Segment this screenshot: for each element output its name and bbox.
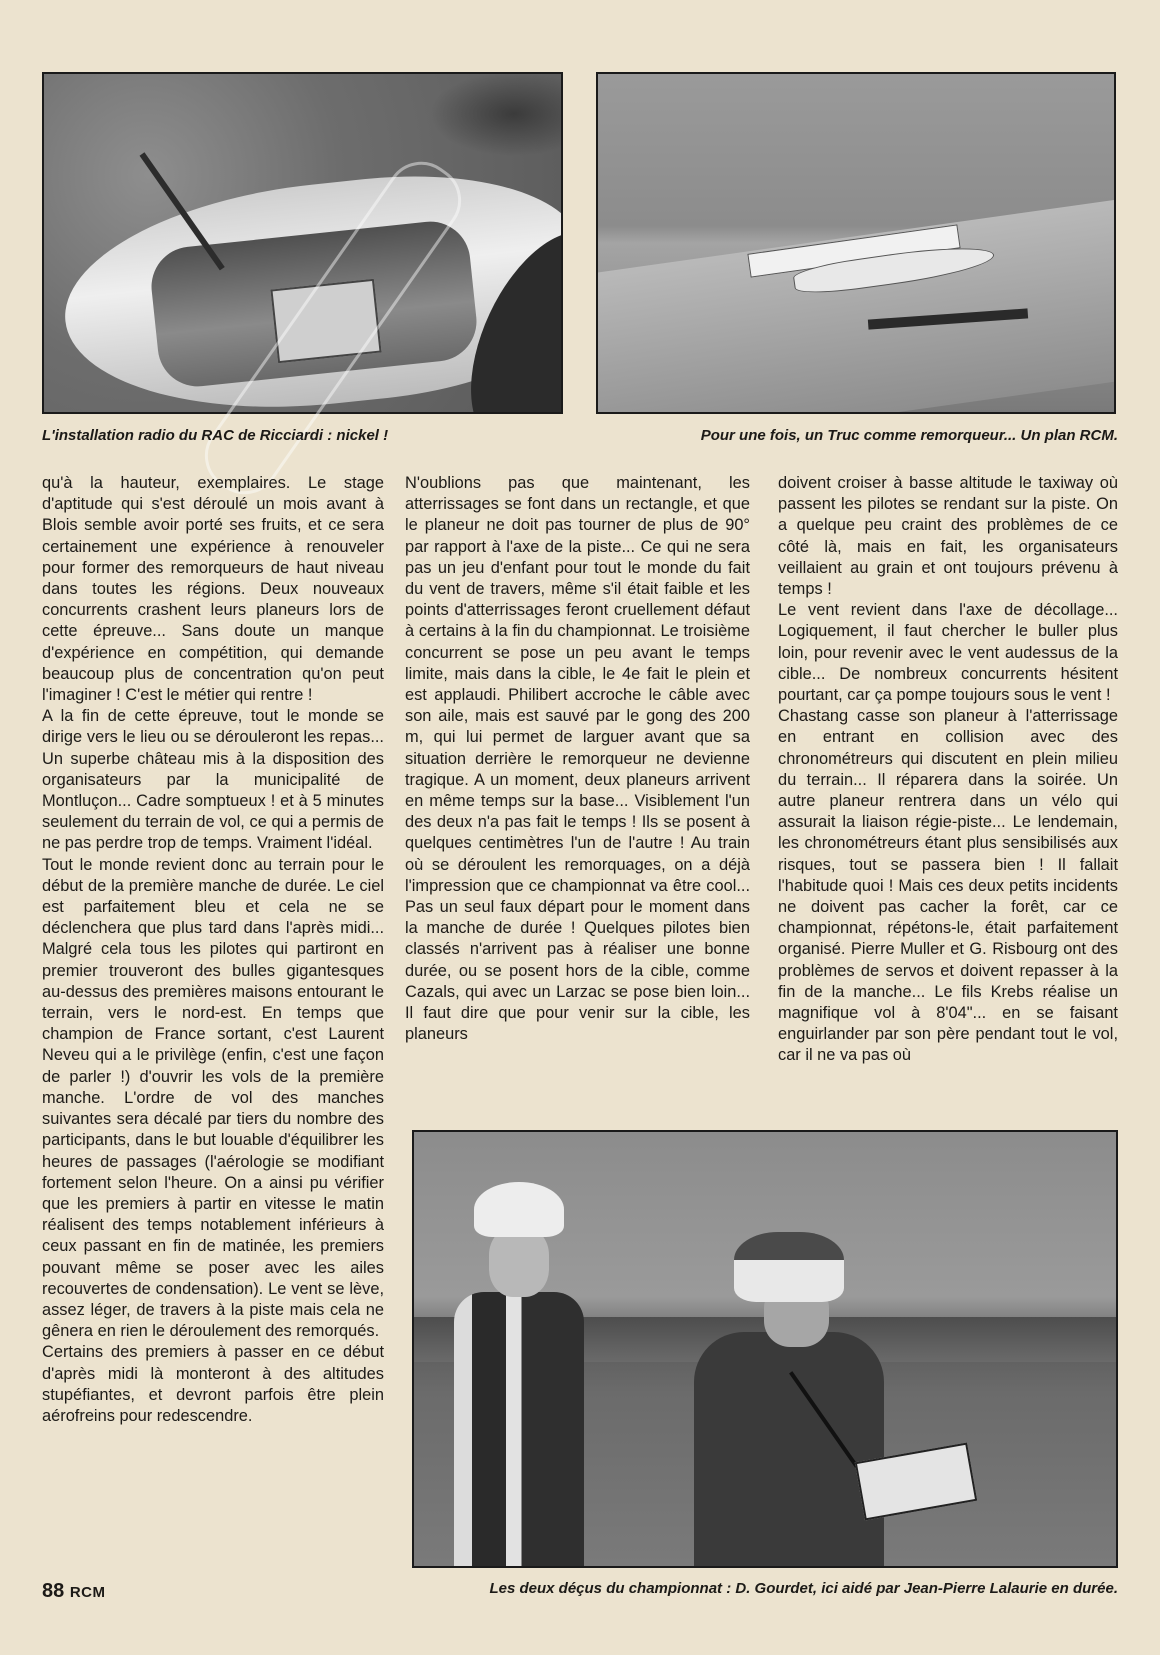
- runway: [596, 190, 1116, 414]
- paragraph: A la fin de cette épreuve, tout le monde se dirige vers le lieu ou se dérouleront les repas... Un superbe château mis à la disposition des organisateurs par la municipalité de Montluçon... Cadre somptueux ! et à 5 minutes seulement du terrain de vol, ce qui a permis de ne pas perdre trop de temps. Vraiment l'idéal.: [42, 707, 384, 853]
- paragraph: Tout le monde revient donc au terrain pour le début de la première manche de durée. Le ciel est parfaitement bleu et cela ne se déclenchera que plus tard dans l'après midi... Malgré cela tous les pilotes qui partiront en premier trouveront des bulles gigantesques au-dessus des premières maisons entourant le terrain, vers le nord-est. En temps que champion de France sortant, c'est Laurent Neveu qui a le privilège (enfin, c'est une façon de parler !) d'ouvrir les vols de la première manche. L'ordre de vol des manches suivantes sera décalé par tiers du nombre des participants, dans le but louable d'équilibrer les heures de passages (l'aérologie se modifiant fortement selon l'heure. On a ainsi pu vérifier que les premiers à partir en vitesse le matin réalisent des temps notablement inférieurs à ceux passant en fin de matinée, les premiers pouvant même se poser avec les ailes recouvertes de condensation). Le vent se lève, assez léger, de travers à la piste mais cela ne gênera en rien le déroulement des remorqués.: [42, 855, 384, 1341]
- magazine-name: RCM: [69, 1584, 106, 1601]
- page-number: 88: [42, 1580, 65, 1602]
- text-column-3: [778, 473, 1118, 1067]
- paragraph: N'oublions pas que maintenant, les atterrissages se font dans un rectangle, et que le planeur ne doit pas tourner de plus de 90° par rapport à l'axe de la piste... Ce qui ne sera pas un jeu d'enfant pour tout le monde du fait du vent de travers, même s'il était faible et les points d'atterrissages feront cruellement défaut à certains à la fin du championnat. Le troisième concurrent se pose un peu avant le temps limite, mais dans la cible, le 4e fait le plein et est applaudi. Philibert accroche le câble avec son aile, mais est sauvé par le gong des 200 m, qui lui permet de larguer avant que sa situation derrière le remorqueur ne devienne tragique. A un moment, deux planeurs arrivent en même temps sur la base... Visiblement l'un des deux n'a pas fait le temps ! Ils se posent à quelques centimètres l'un de l'autre ! Au train où se déroulent les remorquages, on a déjà l'impression que ce championnat va être cool... Pas un seul faux départ pour le moment dans la manche de durée ! Quelques pilotes bien classés n'arrivent pas à réaliser une bonne durée, ou se posent hors de la cible, comme Cazals, qui avec un Larzac se pose bien loin... Il faut dire que pour venir sur la cible, les planeurs: [405, 474, 750, 1044]
- pilot-left-hat: [474, 1182, 564, 1237]
- paragraph: doivent croiser à basse altitude le taxiway où passent les pilotes se rendant sur la piste. On a quelque peu craint des problèmes de ce côté là, mais en fait, les organisateurs veillaient au grain et ont toujours prévenu à temps !: [778, 474, 1118, 599]
- pilot-left-face: [489, 1227, 549, 1297]
- photo-radio-installation: [42, 72, 563, 414]
- text-column-1: [42, 473, 384, 1427]
- pilot-right-hat: [734, 1232, 844, 1302]
- receiver: [270, 279, 381, 363]
- pilot-left-body: [454, 1292, 584, 1568]
- photo-pilots: [412, 1130, 1118, 1568]
- paragraph: Chastang casse son planeur à l'atterrissage en entrant en collision avec des chronométreurs qui discutent en plein milieu du terrain... Il réparera dans la soirée. Un autre planeur rentrera dans un vélo qui assurait la liaison régie-piste... Le lendemain, les chronométreurs étant plus sensibilisés aux risques, tout se passera bien ! Il fallait l'habitude quoi ! Mais ces deux petits incidents ne doivent pas cacher la forêt, car ce championnat, répétons-le, était parfaitement organisé. Pierre Muller et G. Risbourg ont des problèmes de servos et doivent repasser à la fin de la manche... Le fils Krebs réalise un magnifique vol à 8'04"... en se faisant enguirlander par son père pendant tout le vol, car il ne va pas où: [778, 707, 1118, 1065]
- paragraph: qu'à la hauteur, exemplaires. Le stage d'aptitude qui s'est déroulé un mois avant à Blois semble avoir porté ses fruits, et ce sera certainement une expérience à renouveler pour former des remorqueurs de haut niveau dans toutes les régions. Deux nouveaux concurrents crashent leurs planeurs lors de cette épreuve... Sans doute un manque d'expérience en compétition, qui demande beaucoup plus de concentration qu'on peut l'imaginer ! C'est le métier qui rentre !: [42, 474, 384, 705]
- pilot-right-body: [694, 1332, 884, 1568]
- pilot-left: [444, 1172, 584, 1568]
- photo-tow-plane: [596, 72, 1116, 414]
- caption-tow-plane: Pour une fois, un Truc comme remorqueur... Un plan RCM.: [700, 427, 1118, 444]
- page-folio: [42, 1580, 105, 1603]
- text-column-2: [405, 473, 750, 1045]
- paragraph: Le vent revient dans l'axe de décollage... Logiquement, il faut chercher le buller plus loin, pour revenir avec le vent audessus de la cible... De nombreux concurrents hésitent pourtant, car ça pompe toujours sous le vent !: [778, 601, 1118, 705]
- caption-pilots: Les deux déçus du championnat : D. Gourdet, ici aidé par Jean-Pierre Lalaurie en durée.: [489, 1580, 1118, 1597]
- paragraph: Certains des premiers à passer en ce début d'après midi là monteront à des altitudes stupéfiantes, et devront parfois être plein aérofreins pour redescendre.: [42, 1343, 384, 1425]
- caption-radio: L'installation radio du RAC de Ricciardi : nickel !: [42, 427, 389, 444]
